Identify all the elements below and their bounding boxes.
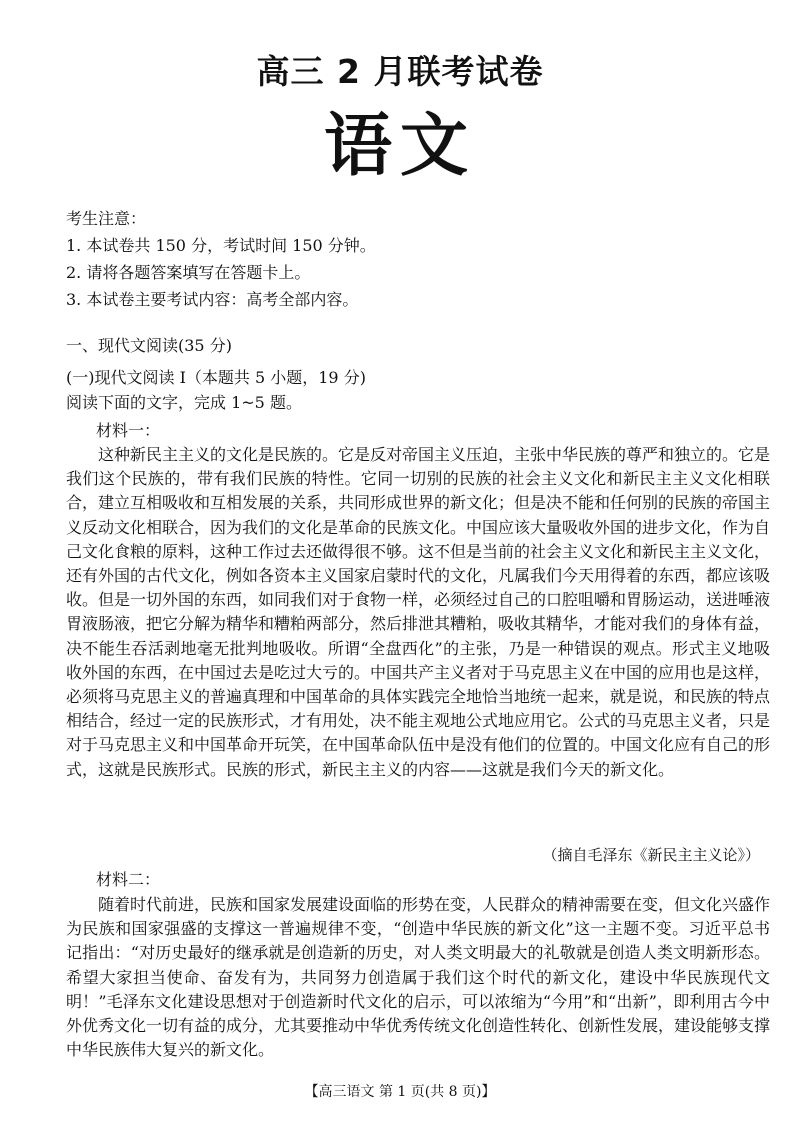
notice-item: 1. 本试卷共 150 分，考试时间 150 分钟。 xyxy=(66,236,376,255)
notice-item: 3. 本试卷主要考试内容：高考全部内容。 xyxy=(66,290,359,309)
exam-subtitle: 高三 2 月联考试卷 xyxy=(256,52,544,91)
candidate-notice xyxy=(66,205,376,313)
notice-heading: 考生注意： xyxy=(66,209,147,228)
subsection-title: (一)现代文阅读 I（本题共 5 小题，19 分) xyxy=(66,368,366,387)
reading-instruction: 阅读下面的文字，完成 1~5 题。 xyxy=(66,393,302,412)
notice-item: 2. 请将各题答案填写在答题卡上。 xyxy=(66,263,311,282)
material-two-label: 材料二： xyxy=(96,870,161,889)
subsection-block xyxy=(66,365,366,415)
material-one-text: 这种新民主主义的文化是民族的。它是反对帝国主义压迫，主张中华民族的尊严和独立的。它是我们这个民族的，带有我们民族的特性。它同一切别的民族的社会主义文化和新民主主义文化相联合，建立互相吸收和互相发展的关系，共同形成世界的新文化；但是决不能和任何别的民族的帝国主义反动文化相联合，因为我们的文化是革命的民族文化。中国应该大量吸收外国的进步文化，作为自己文化食粮的原料，这种工作过去还做得很不够。这不但是当前的社会主义文化和新民主主义文化，还有外国的古代文化，例如各资本主义国家启蒙时代的文化，凡属我们今天用得着的东西，都应该吸收。但是一切外国的东西，如同我们对于食物一样，必须经过自己的口腔咀嚼和胃肠运动，送进唾液胃液肠液，把它分解为精华和糟粕两部分，然后排泄其糟粕，吸收其精华，才能对我们的身体有益，决不能生吞活剥地毫无批判地吸收。所谓“全盘西化”的主张，乃是一种错误的观点。形式主义地吸收外国的东西，在中国过去是吃过大亏的。中国共产主义者对于马克思主义在中国的应用也是这样，必须将马克思主义的普遍真理和中国革命的具体实践完全地恰当地统一起来，就是说，和民族的特点相结合，经过一定的民族形式，才有用处，决不能主观地公式地应用它。公式的马克思主义者，只是对于马克思主义和中国革命开玩笑，在中国革命队伍中是没有他们的位置的。中国文化应有自己的形式，这就是民族形式。民族的形式，新民主主义的内容——这就是我们今天的新文化。 xyxy=(66,445,771,779)
exam-title: 语文 xyxy=(323,107,476,186)
material-one-body xyxy=(66,443,770,782)
material-two-body xyxy=(66,893,770,1062)
material-two-text: 随着时代前进，民族和国家发展建设面临的形势在变，人民群众的精神需要在变，但文化兴盛作为民族和国家强盛的支撑这一普遍规律不变，“创造中华民族的新文化”这一主题不变。习近平总书记指出：“对历史最好的继承就是创造新的历史，对人类文明最大的礼敬就是创造人类文明新形态。希望大家担当使命、奋发有为，共同努力创造属于我们这个时代的新文化，建设中华民族现代文明！”毛泽东文化建设思想对于创造新时代文化的启示，可以浓缩为“今用”和“出新”，即利用古今中外优秀文化一切有益的成分，尤其要推动中华优秀传统文化创造性转化、创新性发展，建设能够支撑中华民族伟大复兴的新文化。 xyxy=(66,895,771,1060)
material-one-label: 材料一： xyxy=(96,421,161,440)
section-title: 一、现代文阅读(35 分) xyxy=(66,336,232,355)
material-one-source: （摘自毛泽东《新民主主义论》） xyxy=(542,846,760,864)
page-footer: 【高三语文 第 1 页(共 8 页)】 xyxy=(304,1084,496,1100)
